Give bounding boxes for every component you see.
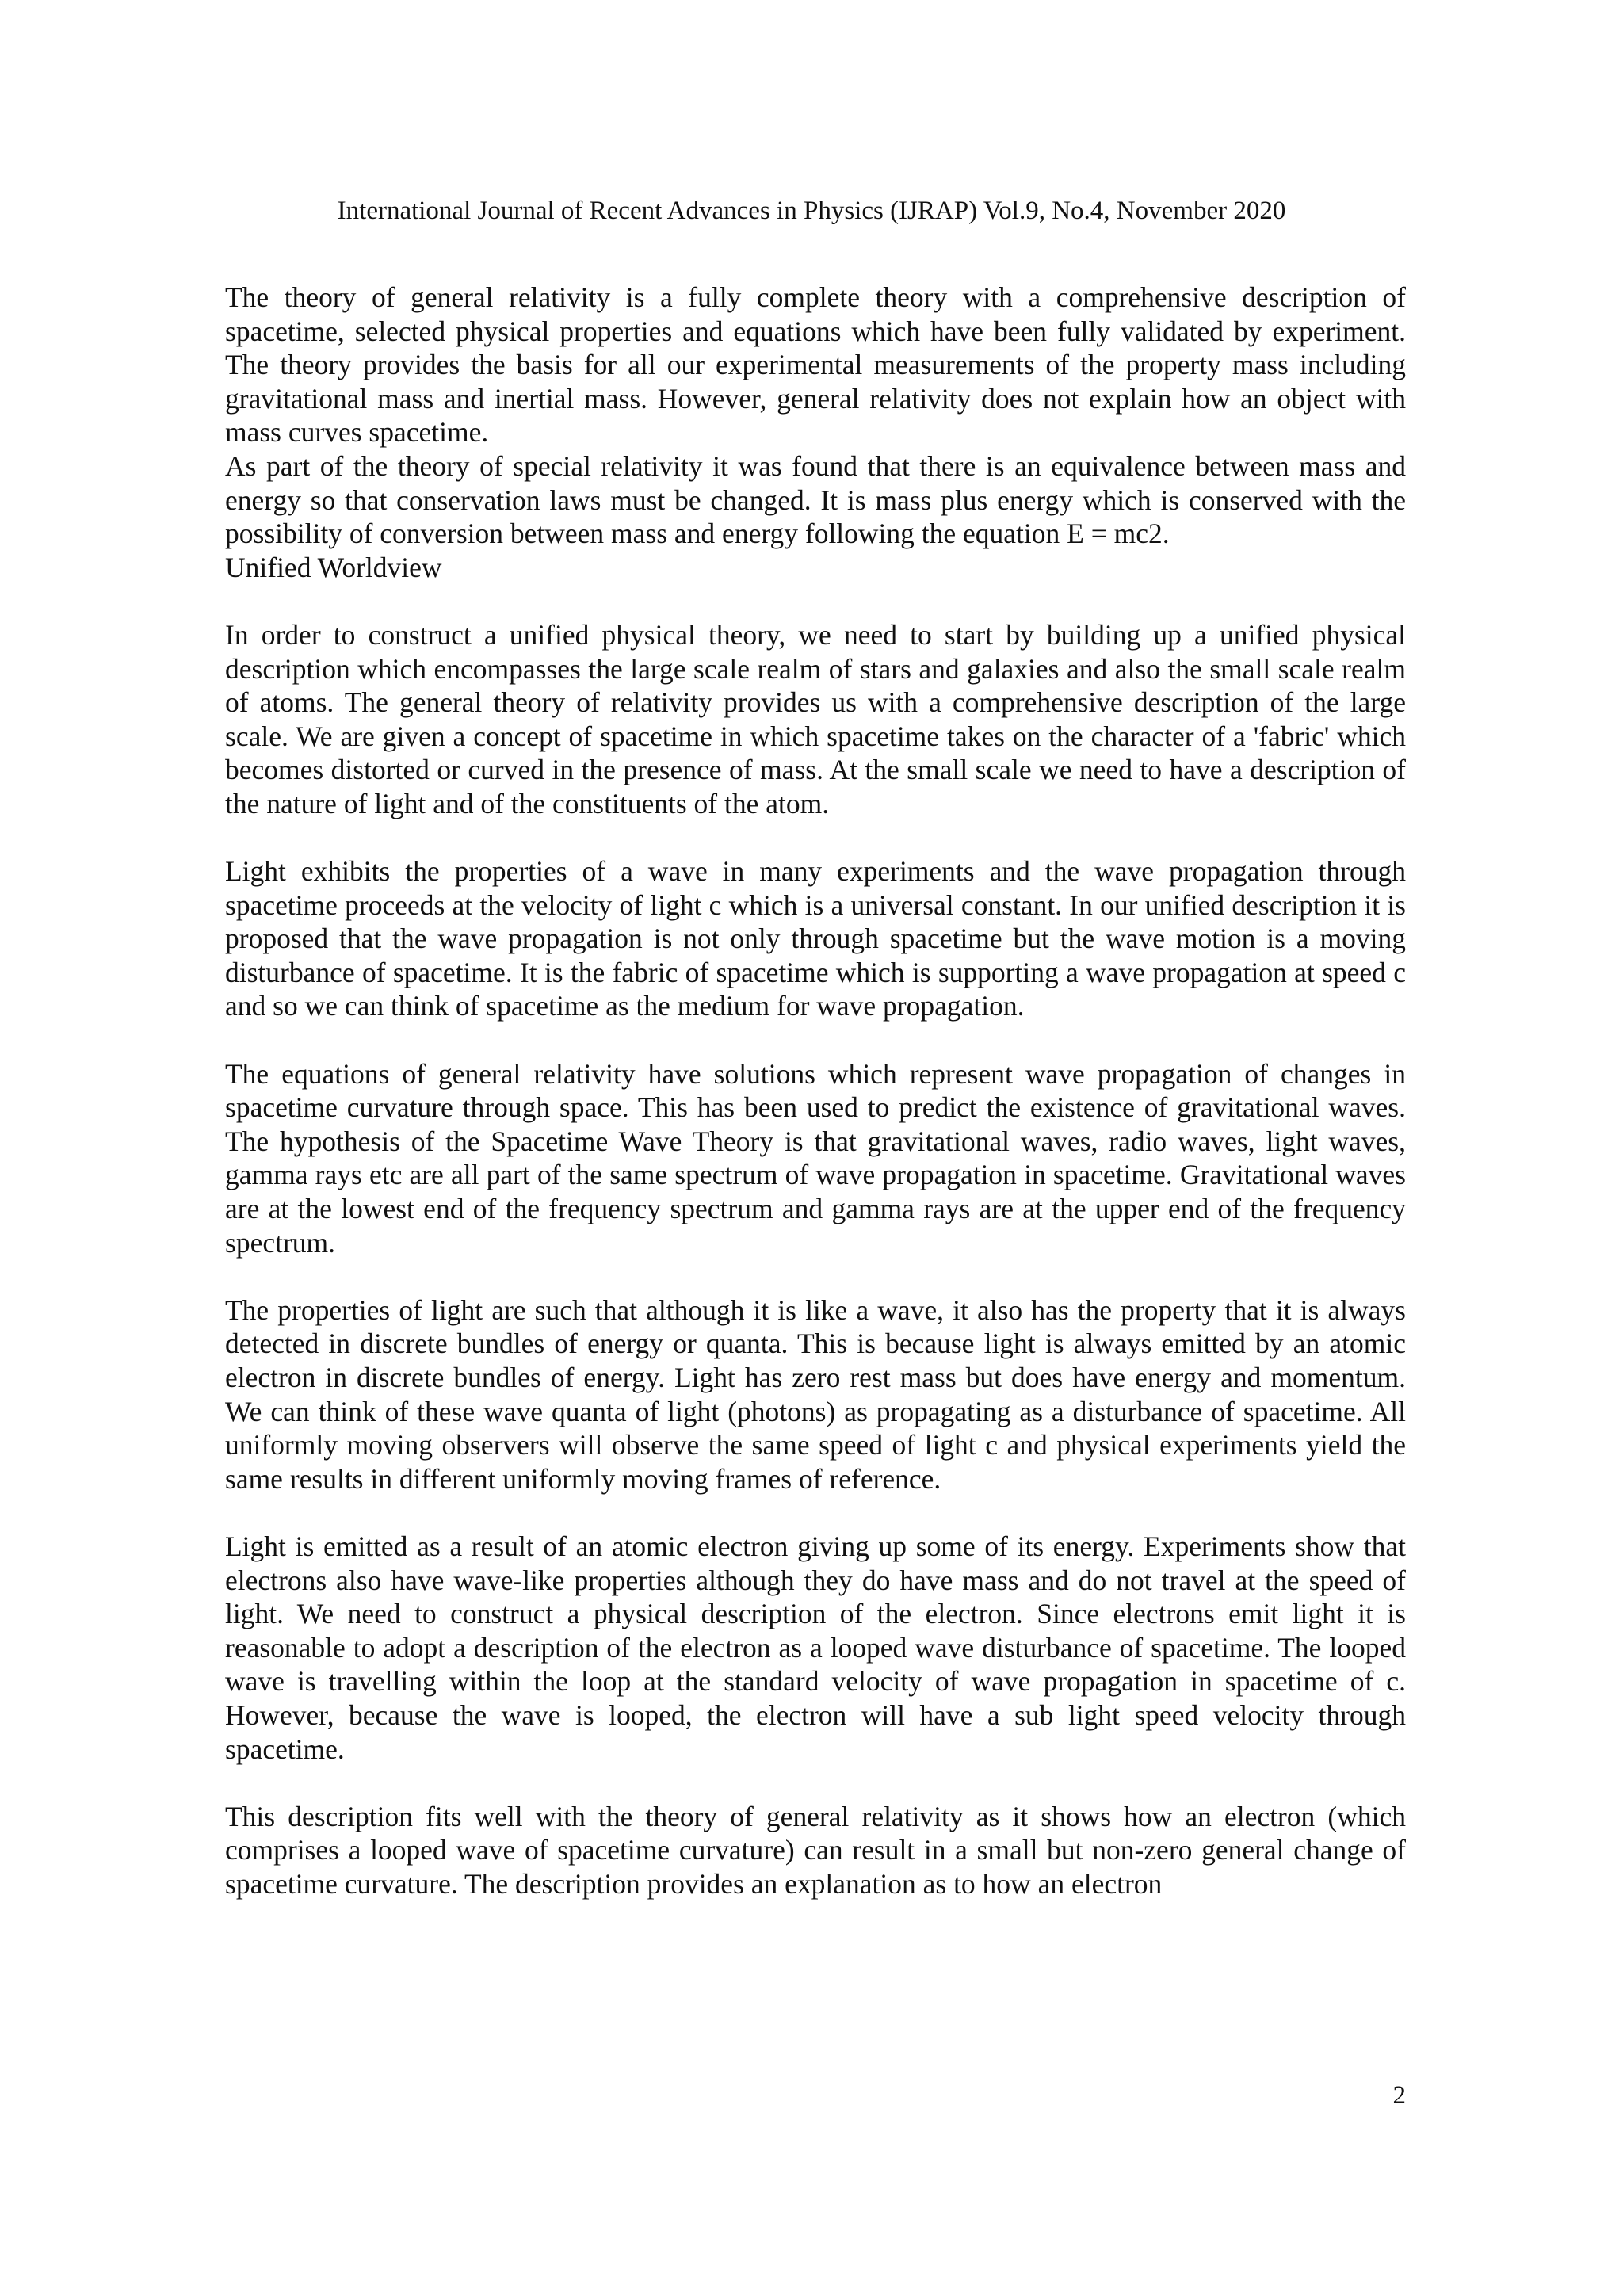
paragraph-electron-curvature: This description fits well with the theory of general relativity as it shows how an electron (which comprises a looped wave of spacetime curvature) can result in a small but non-zero general change of spacetime curvature. The description provides an explanation as to how an electron bbox=[225, 1800, 1406, 1900]
section-heading: Unified Worldview bbox=[225, 551, 442, 583]
paragraph-general-relativity: The theory of general relativity is a fully complete theory with a comprehensive description of spacetime, selected physical properties and equations which have been fully validated by experiment. The theory provides the basis for all our experimental measurements of the property mass including gravitational mass and inertial mass. However, general relativity does not explain how an object with mass curves spacetime. bbox=[225, 281, 1406, 449]
paragraph-light-quanta: The properties of light are such that although it is like a wave, it also has the property that it is always detected in discrete bundles of energy or quanta. This is because light is always emitted by an atomic electron in discrete bundles of energy. Light has zero rest mass but does have energy and momentum. We can think of these wave quanta of light (photons) as propagating as a disturbance of spacetime. All uniformly moving observers will observe the same speed of light c and physical experiments yield the same results in different uniformly moving frames of reference. bbox=[225, 1293, 1406, 1495]
article-body bbox=[225, 281, 1406, 1901]
paragraph-electron: Light is emitted as a result of an atomic electron giving up some of its energy. Experiments show that electrons also have wave-like properties although they do have mass and do not travel at the speed of light. We need to construct a physical description of the electron. Since electrons emit light it is reasonable to adopt a description of the electron as a looped wave disturbance of spacetime. The looped wave is travelling within the loop at the standard velocity of wave propagation in spacetime of c. However, because the wave is looped, the electron will have a sub light speed velocity through spacetime. bbox=[225, 1530, 1406, 1765]
paragraph-mass-energy: As part of the theory of special relativity it was found that there is an equivalence between mass and energy so that conservation laws must be changed. It is mass plus energy which is conserved with the possibility of conversion between mass and energy following the equation E = mc2. bbox=[225, 449, 1406, 550]
running-header: International Journal of Recent Advances in Physics (IJRAP) Vol.9, No.4, November 2020 bbox=[337, 197, 1286, 225]
paragraph-gravitational-waves: The equations of general relativity have solutions which represent wave propagation of changes in spacetime curvature through space. This has been used to predict the existence of gravitational waves. The hypothesis of the Spacetime Wave Theory is that gravitational waves, radio waves, light waves, gamma rays etc are all part of the same spectrum of wave propagation in spacetime. Gravitational waves are at the lowest end of the frequency spectrum and gamma rays are at the upper end of the frequency spectrum. bbox=[225, 1057, 1406, 1259]
paragraph-light-wave: Light exhibits the properties of a wave in many experiments and the wave propagation through spacetime proceeds at the velocity of light c which is a universal constant. In our unified description it is proposed that the wave propagation is not only through spacetime but the wave motion is a moving disturbance of spacetime. It is the fabric of spacetime which is supporting a wave propagation at speed c and so we can think of spacetime as the medium for wave propagation. bbox=[225, 855, 1406, 1022]
page-number: 2 bbox=[1392, 2081, 1406, 2110]
paragraph-unified-theory: In order to construct a unified physical theory, we need to start by building up a unified physical description which encompasses the large scale realm of stars and galaxies and also the small scale realm of atoms. The general theory of relativity provides us with a comprehensive description of the large scale. We are given a concept of spacetime in which spacetime takes on the character of a 'fabric' which becomes distorted or curved in the presence of mass. At the small scale we need to have a description of the nature of light and of the constituents of the atom. bbox=[225, 618, 1406, 819]
